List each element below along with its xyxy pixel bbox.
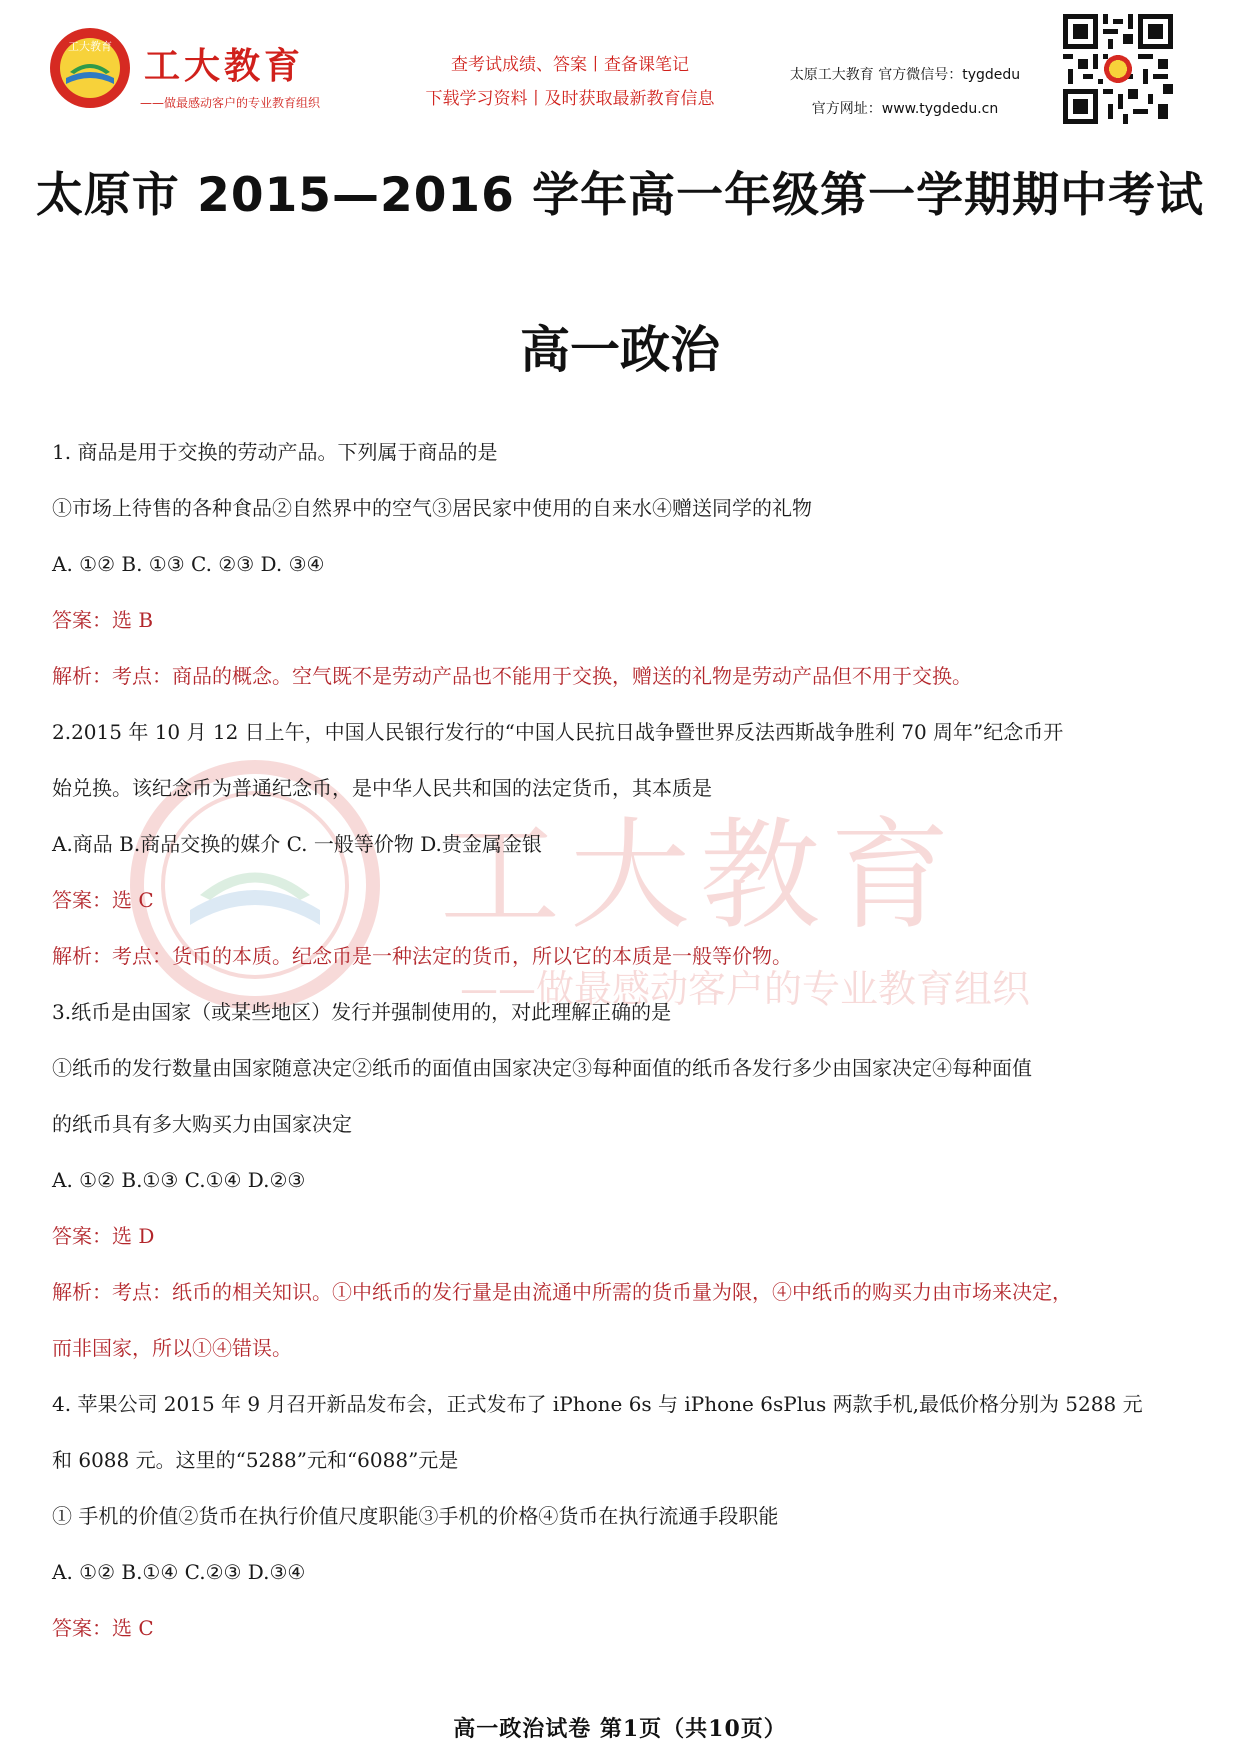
links-line-1: 查考试成绩、答案丨查备课笔记 <box>451 55 689 75</box>
question-3-options-line-2: 的纸币具有多大购买力由国家决定 <box>52 1112 352 1136</box>
question-1-answer: 答案：选 B <box>52 608 154 632</box>
question-4-stem-line-2: 和 6088 元。这里的“5288”元和“6088”元是 <box>52 1448 459 1472</box>
question-1-options: ①市场上待售的各种食品②自然界中的空气③居民家中使用的自来水④赠送同学的礼物 <box>52 496 812 520</box>
links-line-2: 下载学习资料丨及时获取最新教育信息 <box>425 89 715 109</box>
question-3-answer: 答案：选 D <box>52 1224 155 1248</box>
school-seal-logo <box>48 26 132 110</box>
watermark-text: 工大教育 <box>440 807 960 946</box>
question-3-options-line-1: ①纸币的发行数量由国家随意决定②纸币的面值由国家决定③每种面值的纸币各发行多少由国家决定④每种面值 <box>52 1056 1032 1080</box>
question-1-analysis: 解析：考点：商品的概念。空气既不是劳动产品也不能用于交换，赠送的礼物是劳动产品但不用于交换。 <box>52 664 972 688</box>
question-4-answer: 答案：选 C <box>52 1616 154 1640</box>
question-2-answer: 答案：选 C <box>52 888 154 912</box>
question-3-analysis-line-1: 解析：考点：纸币的相关知识。①中纸币的发行量是由流通中所需的货币量为限，④中纸币的购买力由市场来决定， <box>52 1280 1072 1304</box>
question-2-stem-line-2: 始兑换。该纪念币为普通纪念币，是中华人民共和国的法定货币，其本质是 <box>52 776 712 800</box>
question-2-analysis: 解析：考点：货币的本质。纪念币是一种法定的货币，所以它的本质是一般等价物。 <box>52 944 792 968</box>
question-2-choices: A.商品 B.商品交换的媒介 C. 一般等价物 D.贵金属金银 <box>52 832 542 856</box>
watermark-slogan: ——做最感动客户的专业教育组织 <box>460 967 1031 1011</box>
website-url: 官方网址：www.tygdedu.cn <box>811 101 999 117</box>
question-3-stem: 3.纸币是由国家（或某些地区）发行并强制使用的，对此理解正确的是 <box>52 1000 672 1024</box>
question-4-choices: A. ①② B.①④ C.②③ D.③④ <box>52 1560 306 1584</box>
page-footer: 高一政治试卷 第1页（共10页） <box>453 1716 787 1742</box>
question-3-analysis-line-2: 而非国家，所以①④错误。 <box>52 1336 292 1360</box>
contact-info <box>760 58 1050 126</box>
question-1-choices: A. ①② B. ①③ C. ②③ D. ③④ <box>52 552 325 576</box>
subject-title: 高一政治 <box>520 321 720 379</box>
wechat-id: 太原工大教育 官方微信号：tygdedu <box>789 67 1021 83</box>
question-4-options: ① 手机的价值②货币在执行价值尺度职能③手机的价格④货币在执行流通手段职能 <box>52 1504 779 1528</box>
header-links <box>400 48 740 116</box>
qr-code-icon <box>1063 14 1173 124</box>
question-2-stem-line-1: 2.2015 年 10 月 12 日上午，中国人民银行发行的“中国人民抗日战争暨世界反法西斯战争胜利 70 周年”纪念币开 <box>52 720 1064 744</box>
page-header <box>0 0 1240 130</box>
question-1-stem: 1. 商品是用于交换的劳动产品。下列属于商品的是 <box>52 440 498 464</box>
seal-lettering: 工大教育 <box>68 40 112 53</box>
brand-name: 工大教育 <box>144 46 305 87</box>
question-3-choices: A. ①② B.①③ C.①④ D.②③ <box>52 1168 306 1192</box>
question-4-stem-line-1: 4. 苹果公司 2015 年 9 月召开新品发布会，正式发布了 iPhone 6s 与 iPhone 6sPlus 两款手机,最低价格分别为 5288 元 <box>52 1392 1143 1416</box>
exam-title: 太原市 2015—2016 学年高一年级第一学期期中考试 <box>35 168 1205 223</box>
brand-slogan: ——做最感动客户的专业教育组织 <box>140 96 321 110</box>
